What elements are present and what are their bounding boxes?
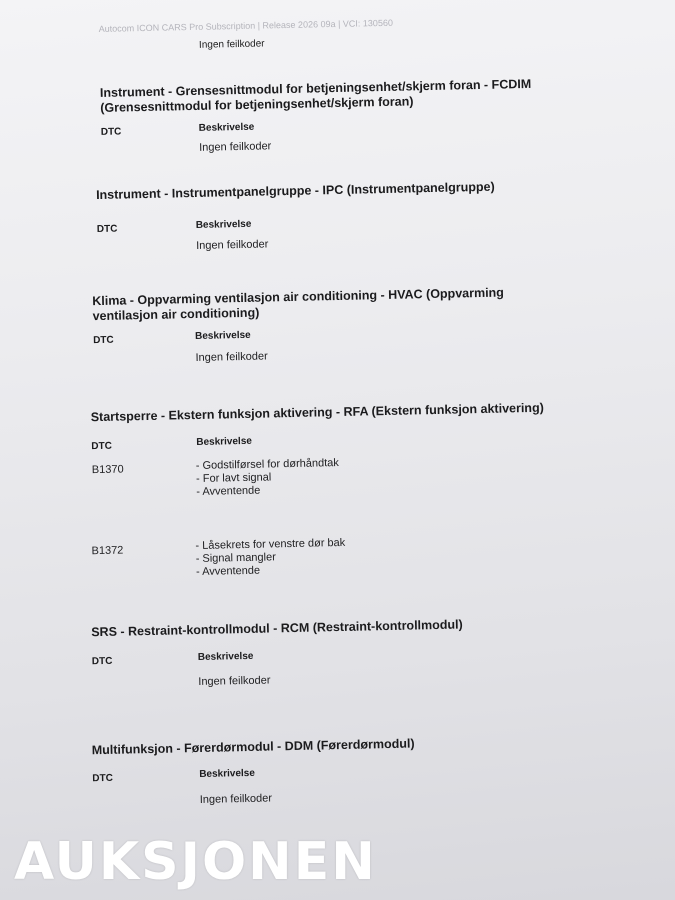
description-column-header: Beskrivelse [199,767,255,780]
section-title [92,286,504,325]
dtc-description [195,537,346,579]
section-title: Instrument - Instrumentpanelgruppe - IPC (Instrumentpanelgruppe) [95,179,495,203]
no-fault-codes-text: Ingen feilkoder [195,350,268,364]
dtc-code: B1372 [91,544,124,558]
dtc-column-header: DTC [96,223,118,236]
no-fault-codes-text: Ingen feilkoder [199,140,272,154]
section-title-line: ventilasjon air conditioning) [92,305,260,324]
dtc-column-header: DTC [93,334,114,347]
dtc-column-header: DTC [91,440,113,453]
section-title-line: Klima - Oppvarming ventilasjon air conditioning - HVAC (Oppvarming [92,285,504,309]
auksjonen-watermark: AUKSJONEN [14,832,377,892]
dtc-column-header: DTC [92,772,114,785]
section-title [100,77,532,116]
document-header: Autocom ICON CARS Pro Subscription | Release 2026 09a | VCI: 130560 [98,17,393,34]
description-column-header: Beskrivelse [195,218,252,231]
description-column-header: Beskrivelse [196,435,253,448]
dtc-description [196,457,340,499]
section-title-line: Instrument - Grensesnittmodul for betjeningsenhet/skjerm foran - FCDIM [99,76,532,100]
no-fault-codes-text: Ingen feilkoder [198,674,271,688]
description-line: - Godstilførsel for dørhåndtak [195,457,339,473]
description-line: - Signal mangler [195,551,276,566]
no-fault-codes-text: Ingen feilkoder [199,792,273,806]
section-title: SRS - Restraint-kontrollmodul - RCM (Restraint-kontrollmodul) [91,617,463,640]
description-column-header: Beskrivelse [198,121,255,134]
description-column-header: Beskrivelse [197,650,254,664]
section-title: Startsperre - Ekstern funksjon aktivering - RFA (Ekstern funksjon aktivering) [90,400,544,425]
description-line: - For lavt signal [195,471,272,485]
description-line: - Avventende [195,564,261,579]
no-fault-codes-text: Ingen feilkoder [196,238,269,252]
dtc-code: B1370 [91,463,124,477]
section-title-line: (Grensesnittmodul for betjeningsenhet/skjerm foran) [100,94,414,115]
dtc-column-header: DTC [100,126,122,138]
description-line: - Låsekrets for venstre dør bak [195,536,346,553]
dtc-column-header: DTC [91,655,113,668]
no-fault-codes-text: Ingen feilkoder [198,38,265,51]
description-line: - Avventende [196,484,261,498]
description-column-header: Beskrivelse [194,329,251,342]
section-title: Multifunksjon - Førerdørmodul - DDM (Førerdørmodul) [91,736,415,758]
